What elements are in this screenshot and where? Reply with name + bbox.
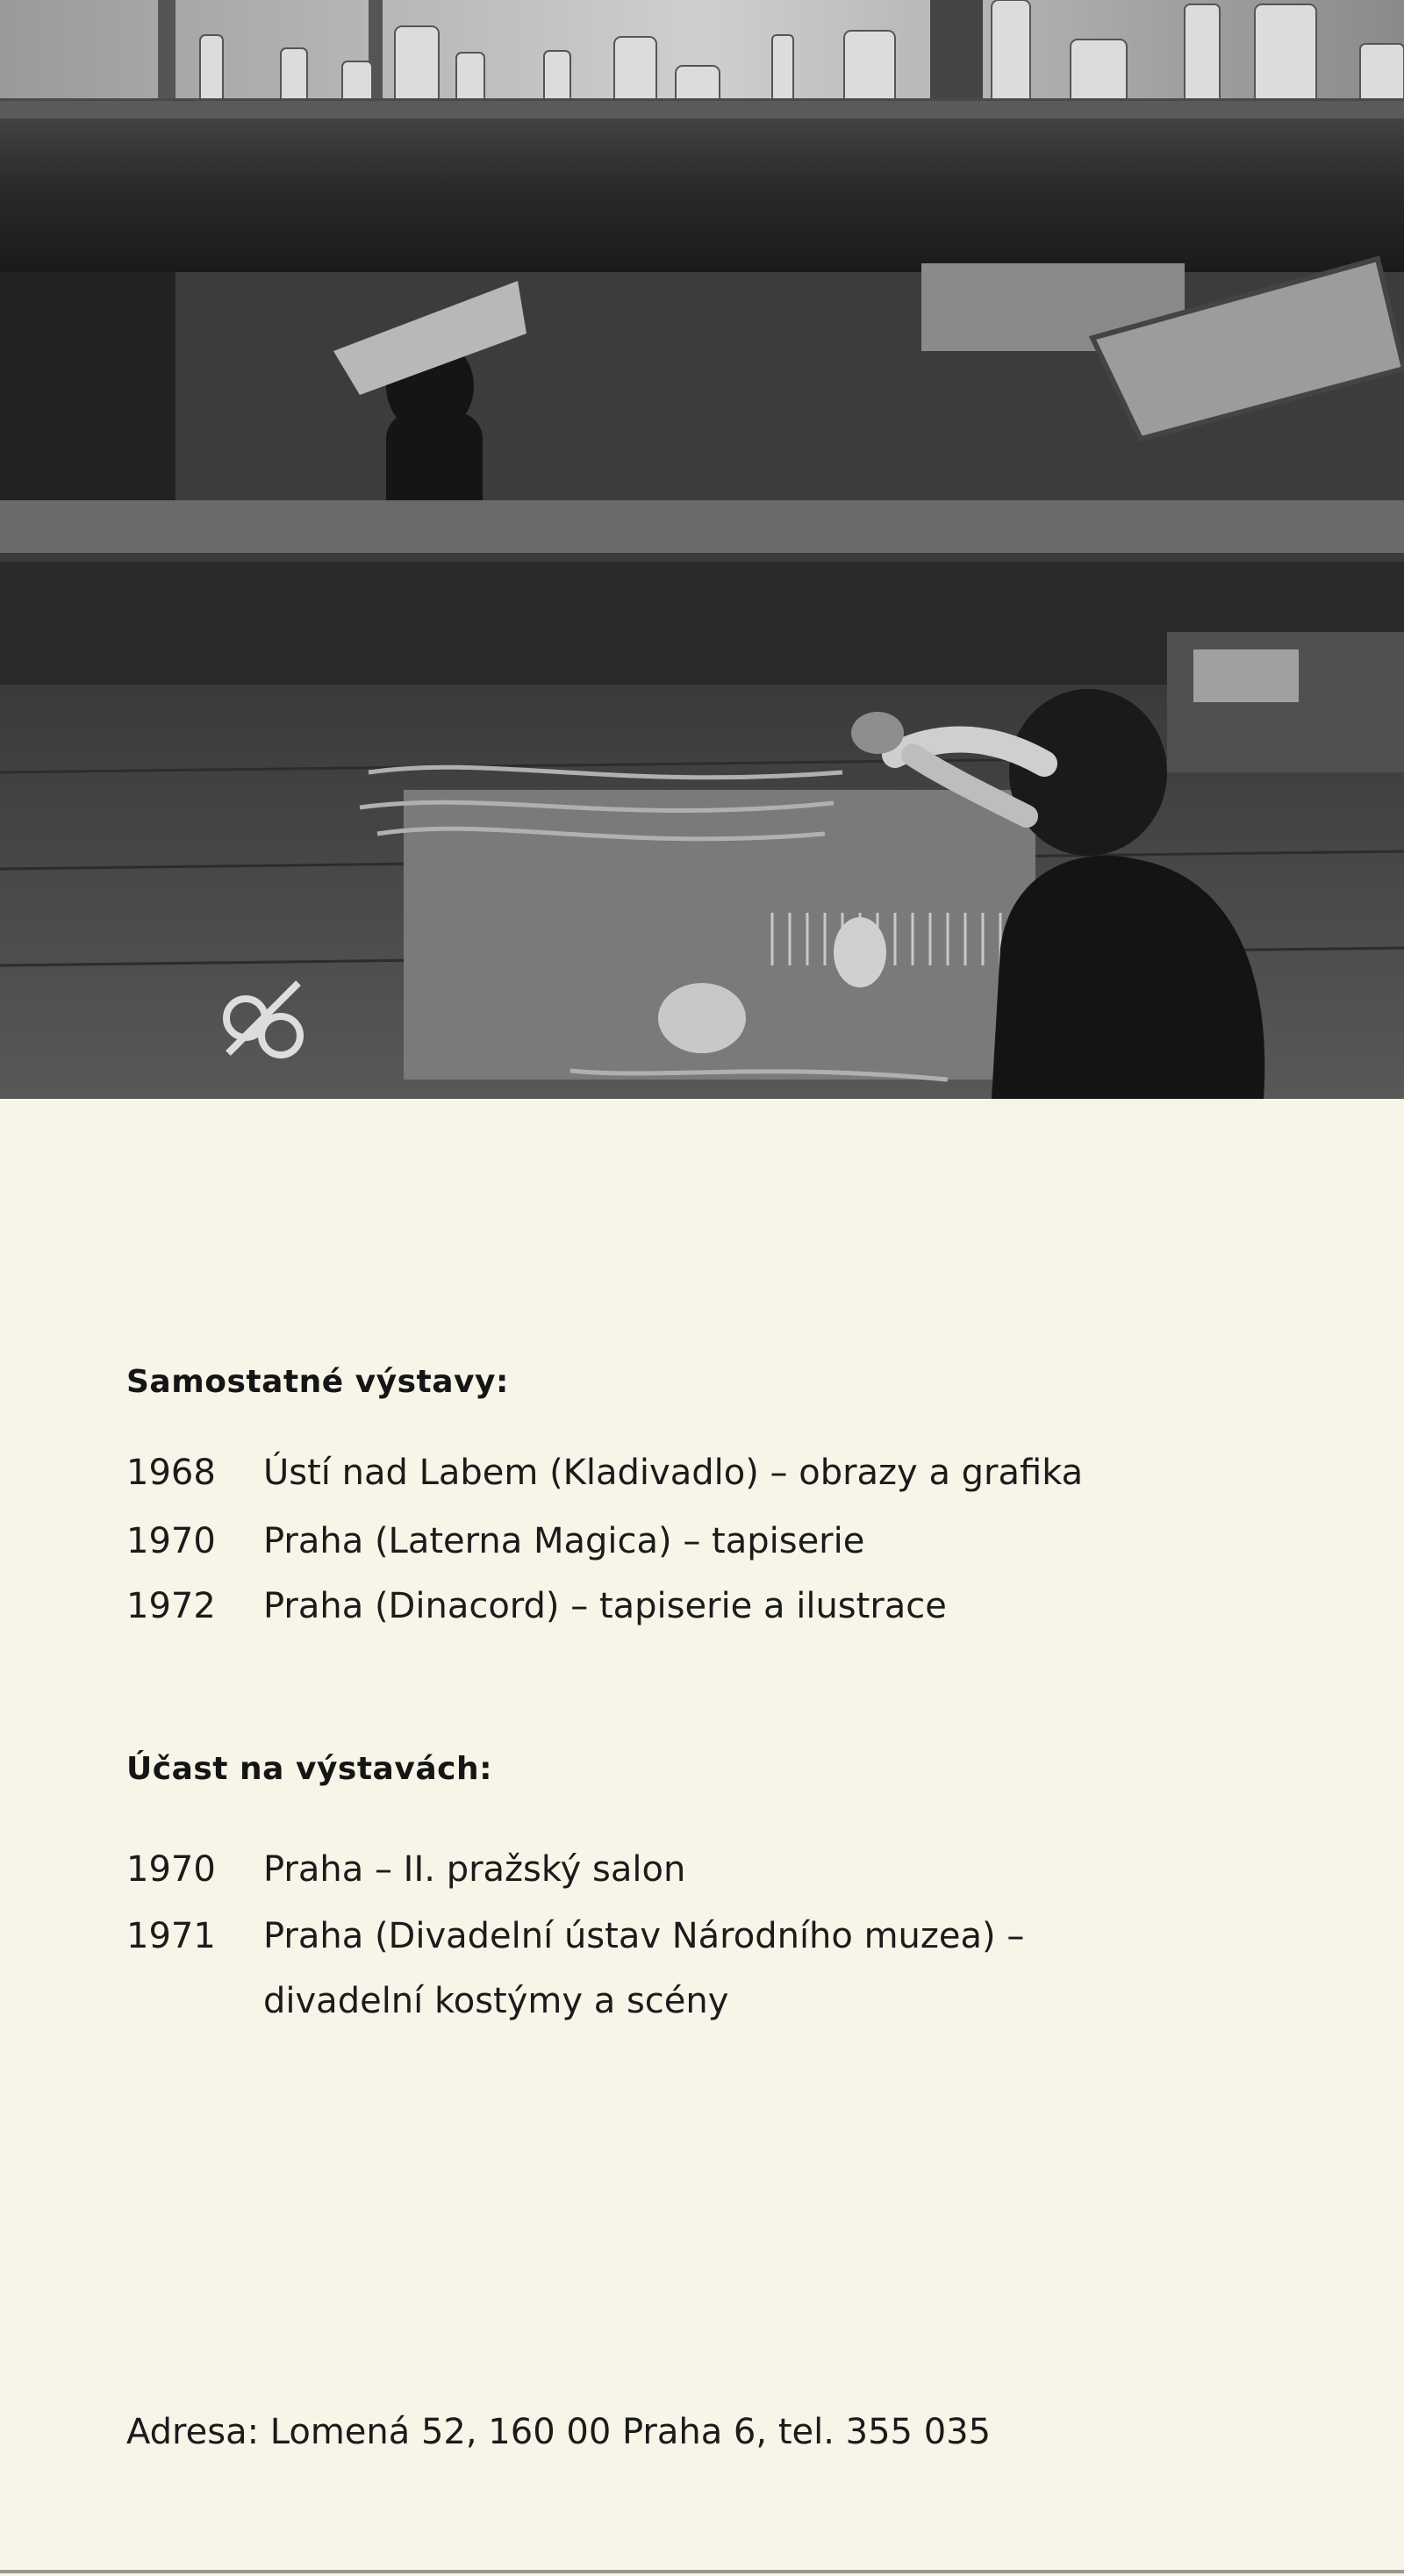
bottom-divider xyxy=(0,2570,1404,2573)
exhibition-year: 1972 xyxy=(126,1586,216,1626)
exhibition-description: Praha – II. pražský salon xyxy=(263,1849,686,1890)
exhibition-description: Praha (Divadelní ústav Národního muzea) – xyxy=(263,1916,1025,1956)
group-exhibitions-heading: Účast na výstavách: xyxy=(126,1751,492,1787)
solo-exhibitions-heading: Samostatné výstavy: xyxy=(126,1364,509,1400)
contact-address: Adresa: Lomená 52, 160 00 Praha 6, tel. 355 035 xyxy=(126,2412,992,2452)
photograph-image xyxy=(0,0,1404,1099)
exhibition-year: 1970 xyxy=(126,1521,216,1561)
exhibition-description: Ústí nad Labem (Kladivadlo) – obrazy a grafika xyxy=(263,1453,1084,1493)
exhibition-description: Praha (Dinacord) – tapiserie a ilustrace xyxy=(263,1586,947,1626)
exhibition-year: 1971 xyxy=(126,1916,216,1956)
exhibition-description: Praha (Laterna Magica) – tapiserie xyxy=(263,1521,865,1561)
exhibition-description: divadelní kostýmy a scény xyxy=(263,1981,729,2021)
exhibition-year: 1968 xyxy=(126,1453,216,1493)
exhibition-year: 1970 xyxy=(126,1849,216,1890)
studio-photograph xyxy=(0,0,1404,1099)
